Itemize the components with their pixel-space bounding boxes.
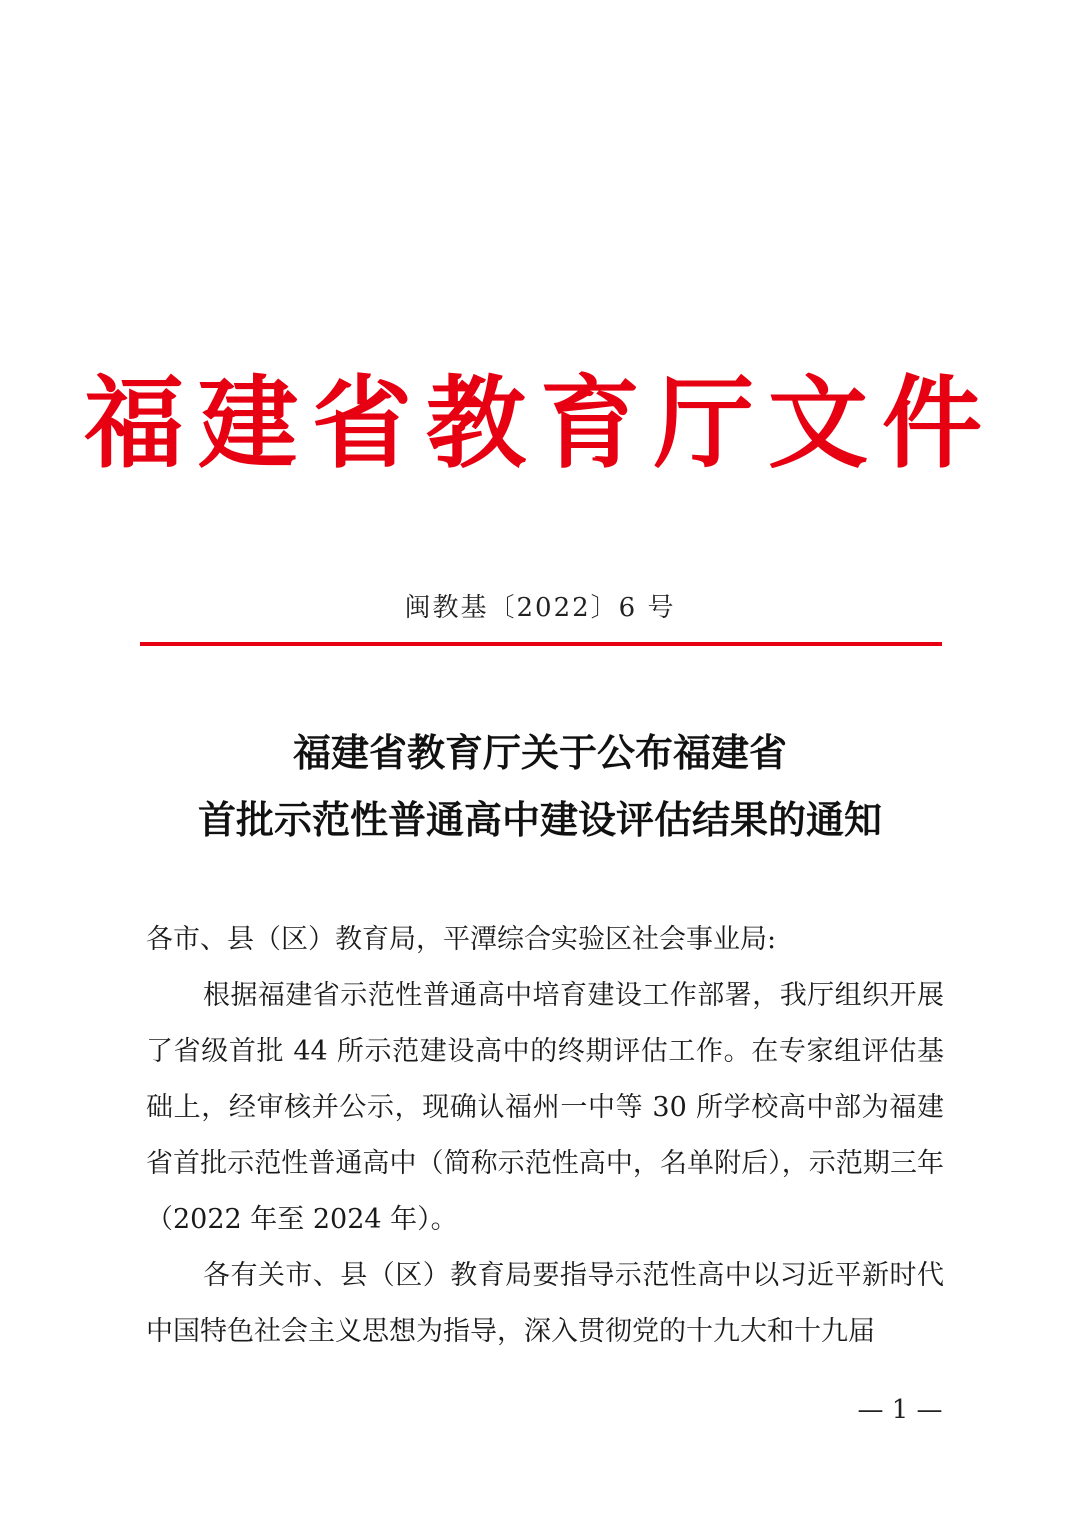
salutation: 各市、县（区）教育局，平潭综合实验区社会事业局: (146, 924, 777, 955)
page-number: — 1 — (857, 1395, 943, 1425)
document-number: 闽教基〔2022〕6 号 (404, 593, 676, 623)
title-line-2: 首批示范性普通高中建设评估结果的通知 (197, 797, 882, 842)
issuer-heading: 福建省教育厅文件 (84, 364, 996, 482)
title-line-1: 福建省教育厅关于公布福建省 (292, 730, 787, 775)
red-divider (140, 642, 942, 646)
document-title (0, 725, 1080, 848)
body-paragraph-2: 各有关市、县（区）教育局要指导示范性高中以习近平新时代中国特色社会主义思想为指导，深入贯彻党的十九大和十九届 (146, 1260, 944, 1347)
body-paragraph-1: 根据福建省示范性普通高中培育建设工作部署，我厅组织开展了省级首批 44 所示范建设高中的终期评估工作。在专家组评估基础上，经审核并公示，现确认福州一中等 30 所学校高中部为福建省首批示范性普通高中（简称示范性高中，名单附后），示范期三年（2022 年至 2024 年）。 (146, 980, 944, 1235)
document-body (146, 912, 944, 1360)
